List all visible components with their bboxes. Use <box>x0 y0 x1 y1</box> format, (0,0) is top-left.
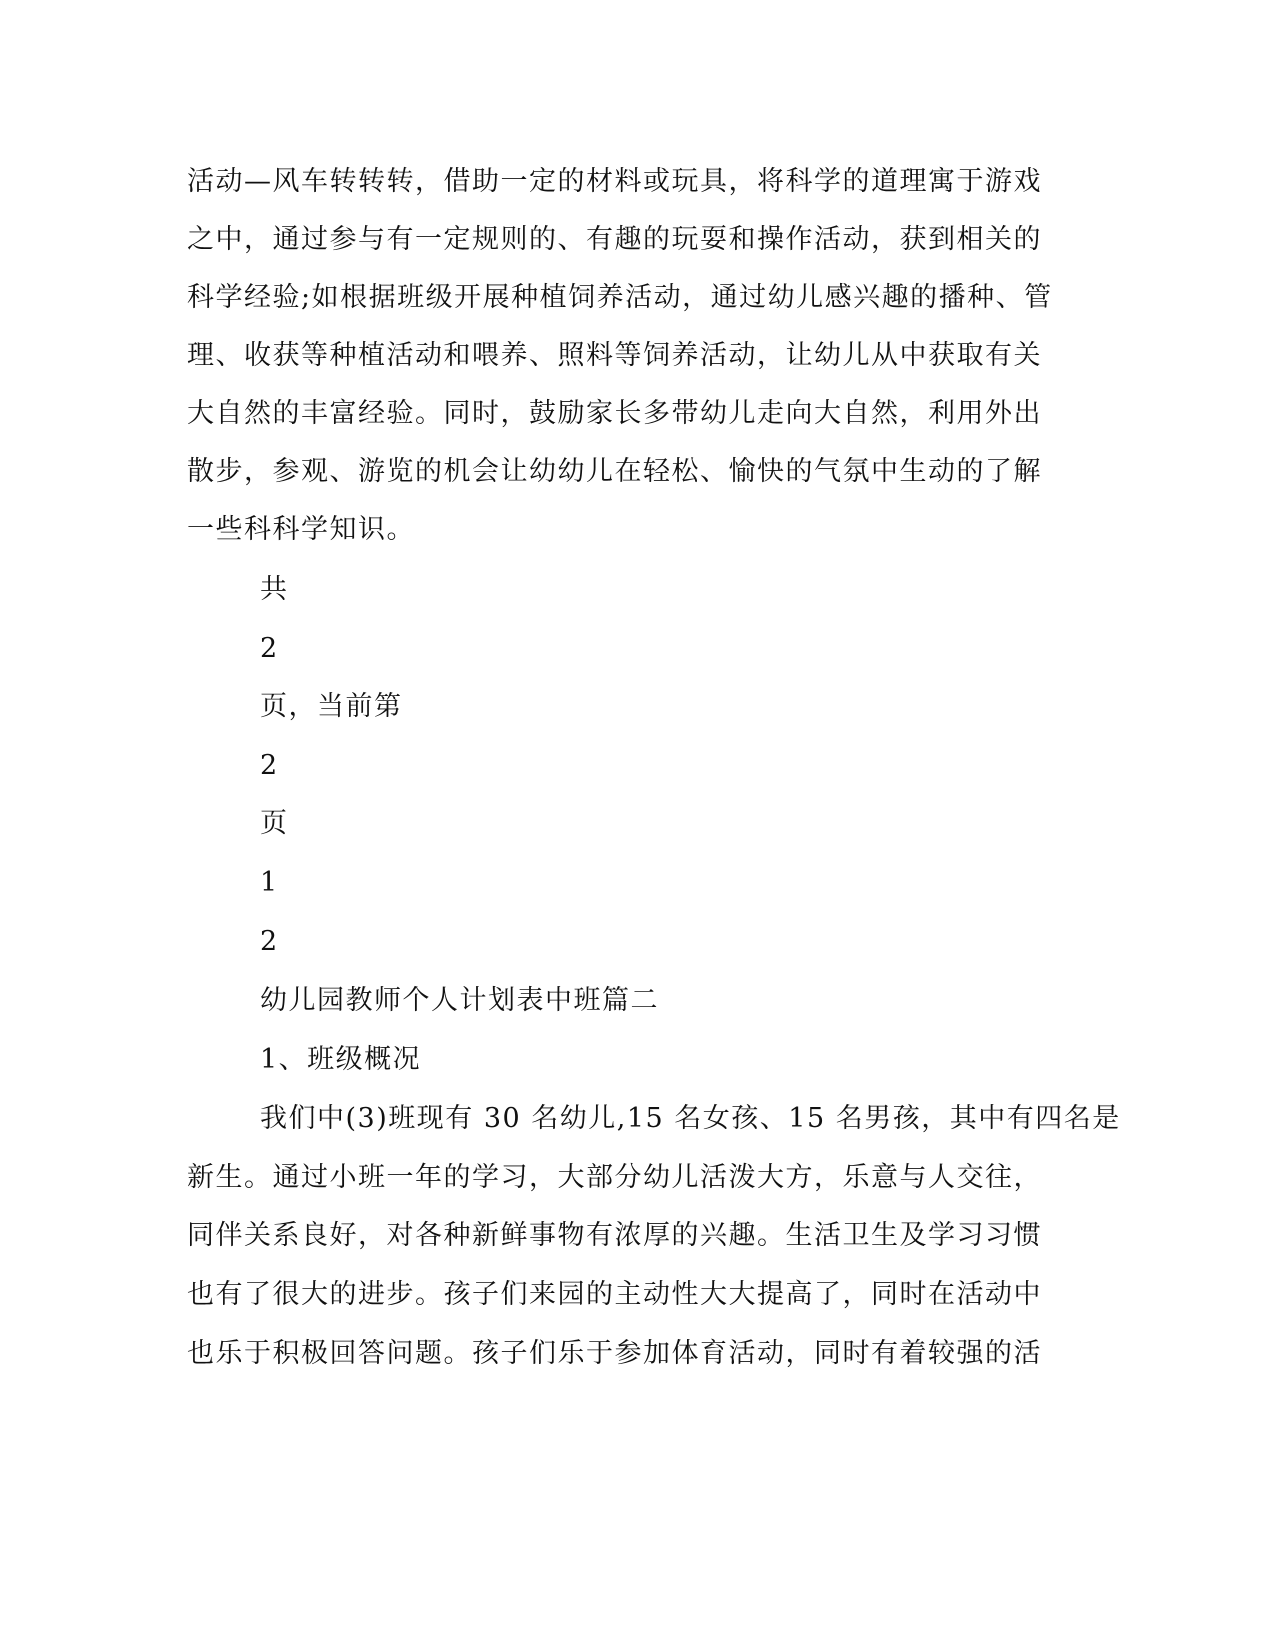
paragraph-1-line-5: 大自然的丰富经验。同时，鼓励家长多带幼儿走向大自然，利用外出 <box>187 398 1042 429</box>
paragraph-1-line-4: 理、收获等种植活动和喂养、照料等饲养活动，让幼儿从中获取有关 <box>187 340 1042 371</box>
paragraph-1-line-7: 一些科科学知识。 <box>187 514 415 545</box>
pagination-current-suffix: 页 <box>260 808 289 839</box>
paragraph-2-line-2: 新生。通过小班一年的学习，大部分幼儿活泼大方，乐意与人交往， <box>187 1162 1042 1193</box>
subsection-title: 1、班级概况 <box>260 1044 422 1075</box>
pagination-current-page: 2 <box>260 750 279 781</box>
paragraph-2-line-5: 也乐于积极回答问题。孩子们乐于参加体育活动，同时有着较强的活 <box>187 1338 1042 1369</box>
paragraph-2-line-1: 我们中(3)班现有 30 名幼儿,15 名女孩、15 名男孩，其中有四名是 <box>260 1103 1121 1134</box>
paragraph-2-line-3: 同伴关系良好，对各种新鲜事物有浓厚的兴趣。生活卫生及学习习惯 <box>187 1220 1042 1251</box>
pagination-current-prefix: 页，当前第 <box>260 691 403 722</box>
pagination-page-link-1[interactable]: 1 <box>260 867 279 898</box>
paragraph-1-line-6: 散步，参观、游览的机会让幼幼儿在轻松、愉快的气氛中生动的了解 <box>187 456 1042 487</box>
paragraph-1-line-3: 科学经验;如根据班级开展种植饲养活动，通过幼儿感兴趣的播种、管 <box>187 282 1053 313</box>
pagination-total-pages: 2 <box>260 633 279 664</box>
paragraph-2-line-4: 也有了很大的进步。孩子们来园的主动性大大提高了，同时在活动中 <box>187 1279 1042 1310</box>
paragraph-1-line-1: 活动—风车转转转，借助一定的材料或玩具，将科学的道理寓于游戏 <box>187 166 1042 197</box>
pagination-total-prefix: 共 <box>260 574 289 605</box>
pagination-page-link-2[interactable]: 2 <box>260 926 279 957</box>
paragraph-1-line-2: 之中，通过参与有一定规则的、有趣的玩耍和操作活动，获到相关的 <box>187 224 1042 255</box>
section-title: 幼儿园教师个人计划表中班篇二 <box>260 985 659 1016</box>
